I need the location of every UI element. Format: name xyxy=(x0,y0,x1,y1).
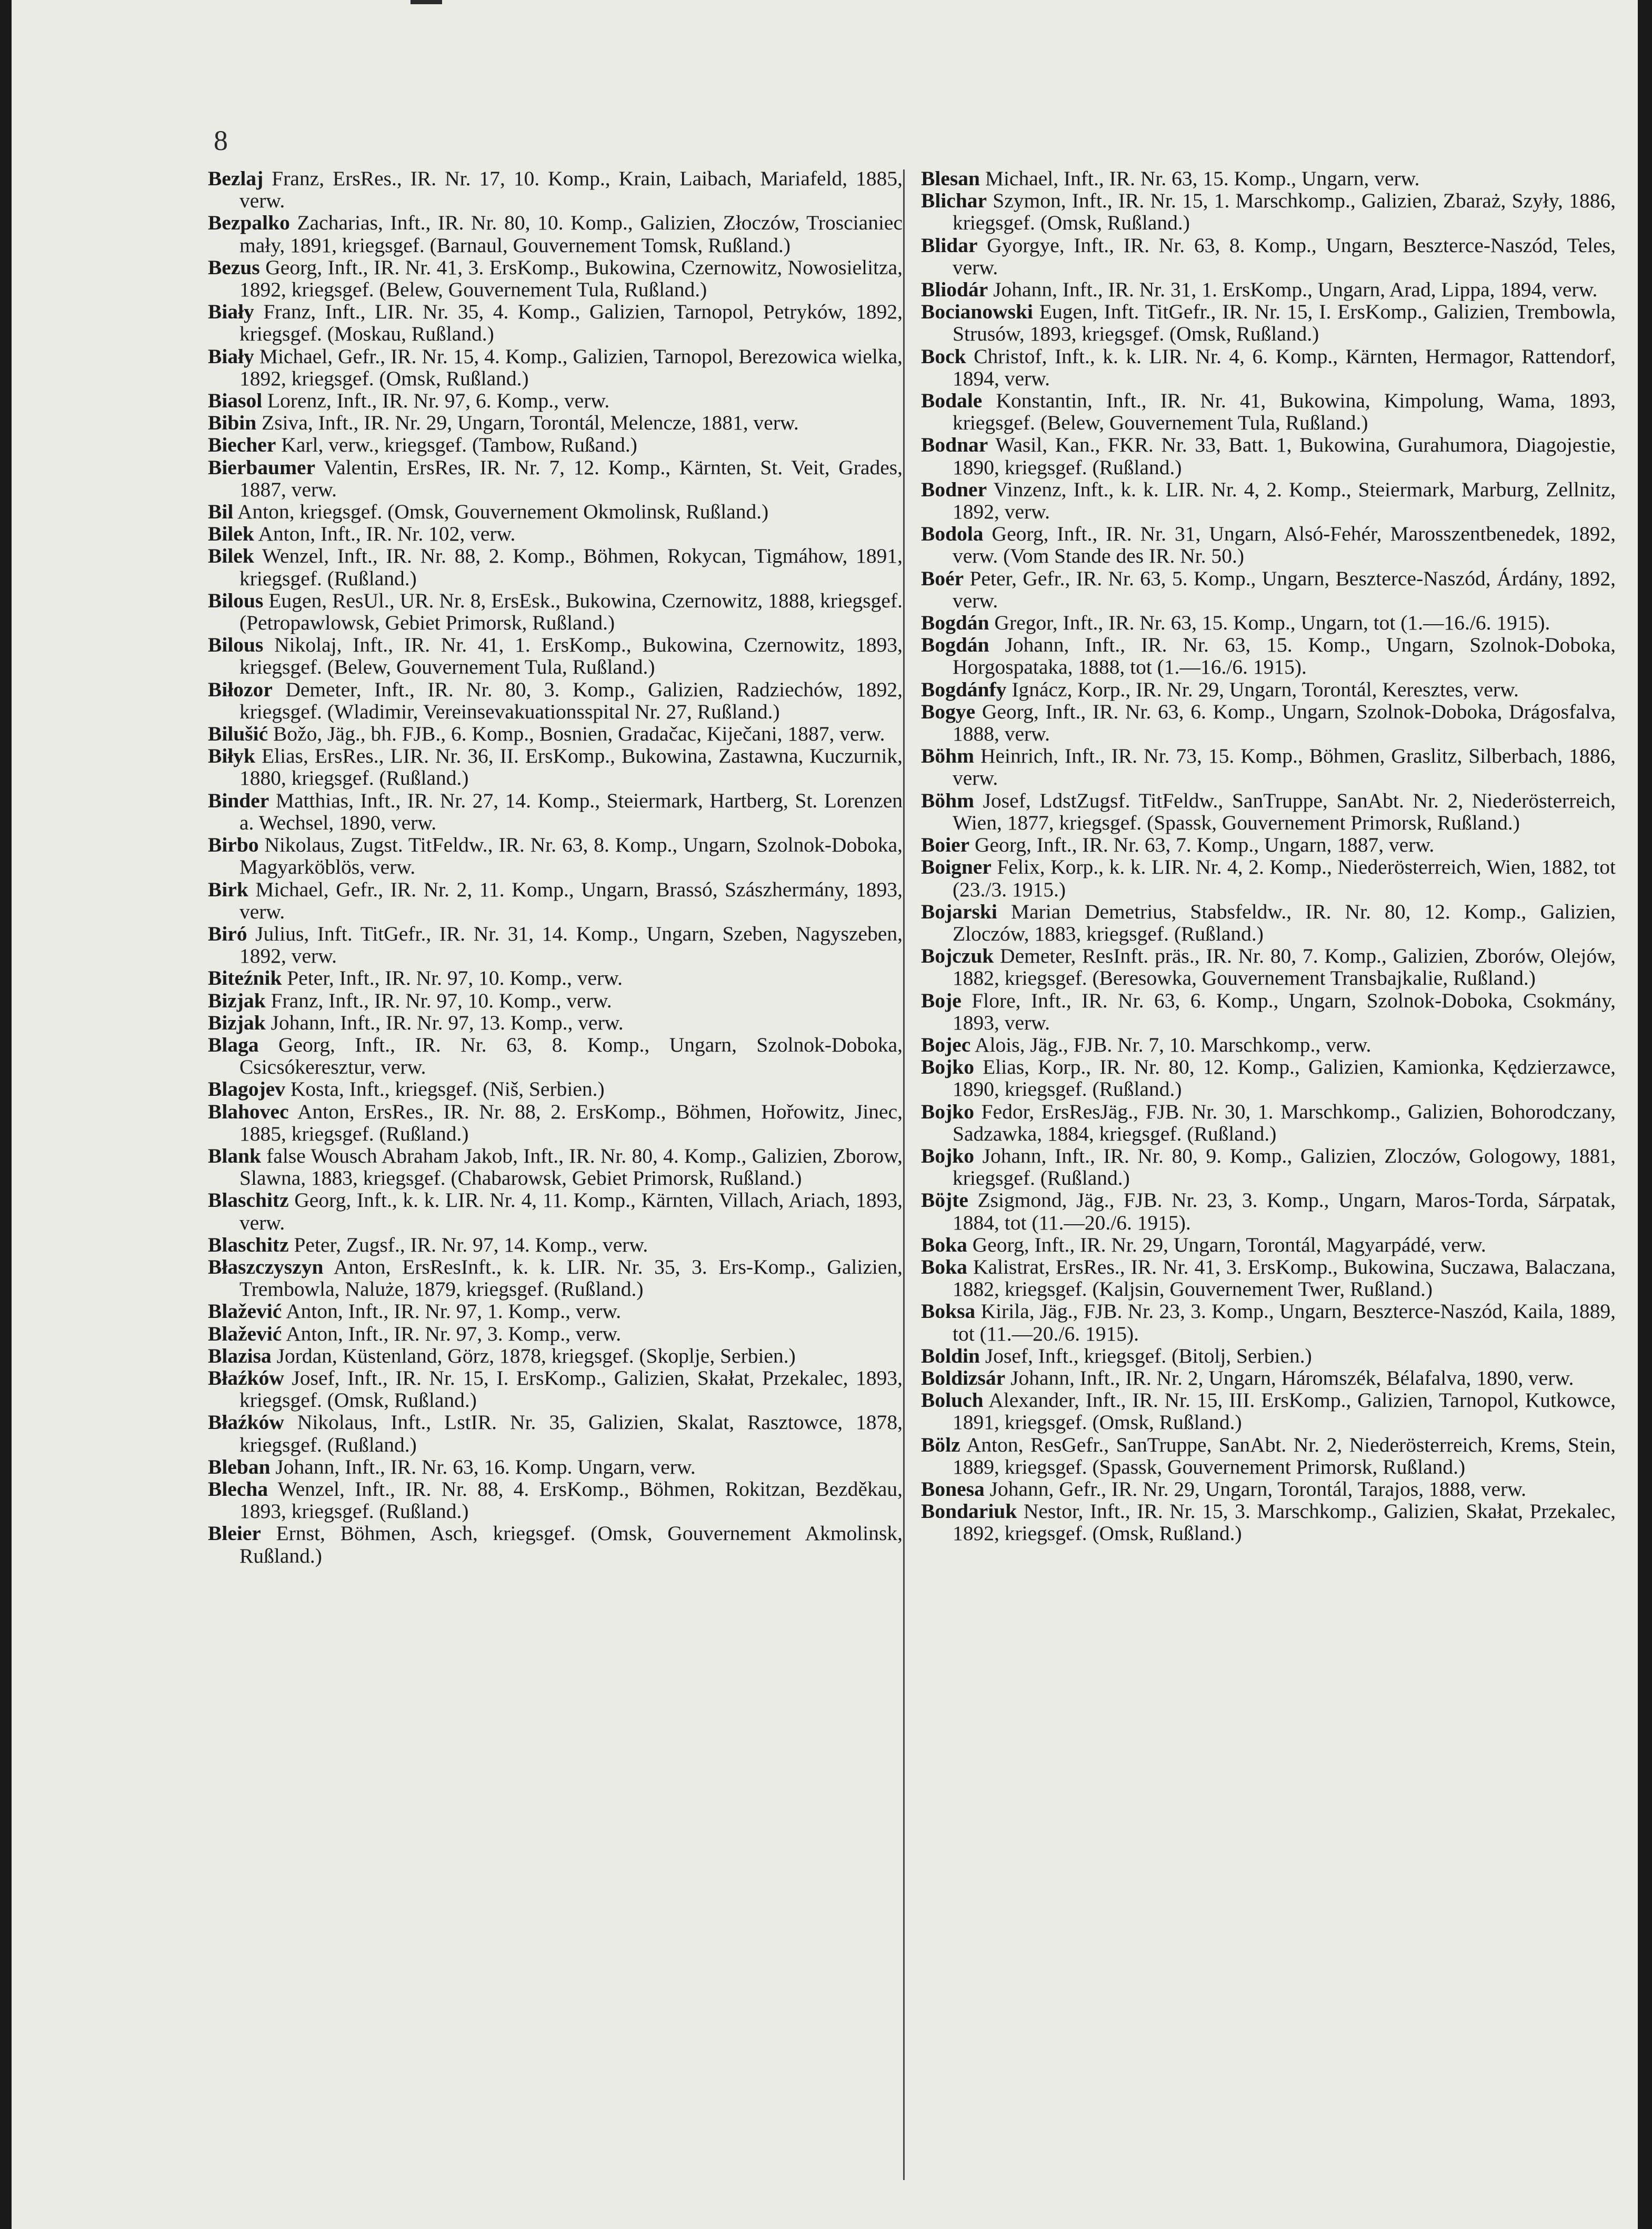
list-entry xyxy=(921,701,1616,745)
entry-surname: Bojec xyxy=(921,1033,971,1056)
entry-surname: Bojko xyxy=(921,1099,974,1123)
entry-surname: Bodnar xyxy=(921,433,988,457)
list-entry xyxy=(208,1323,903,1345)
list-entry xyxy=(921,745,1616,789)
entry-details: Nikolaj, Inft., IR. Nr. 41, 1. ErsKomp., Bukowina, Czernowitz, 1893, kriegsgef. (Belew, Gouvernement Tula, Rußland.) xyxy=(239,633,903,679)
entry-details: Demeter, ResInft. präs., IR. Nr. 80, 7. Komp., Galizien, Zborów, Olejów, 1882, kriegsgef. (Beresowka, Gouvernement Transbajkalie, Rußland.) xyxy=(953,944,1616,990)
list-entry xyxy=(208,345,903,389)
entry-surname: Błaszczyszyn xyxy=(208,1255,324,1278)
entry-surname: Bogdán xyxy=(921,633,989,657)
entry-surname: Bojczuk xyxy=(921,944,994,968)
entry-surname: Boldizsár xyxy=(921,1366,1006,1390)
entry-details: Szymon, Inft., IR. Nr. 15, 1. Marschkomp., Galizien, Zbaraż, Szyły, 1886, kriegsgef. (Omsk, Rußland.) xyxy=(953,189,1616,235)
list-entry xyxy=(208,1012,903,1034)
entry-surname: Bliodár xyxy=(921,278,988,302)
entry-surname: Bölz xyxy=(921,1433,960,1456)
entry-details: Christof, Inft., k. k. LIR. Nr. 4, 6. Komp., Kärnten, Hermagor, Rattendorf, 1894, verw. xyxy=(953,344,1616,390)
entry-details: Wasil, Kan., FKR. Nr. 33, Batt. 1, Bukowina, Gurahumora, Diagojestie, 1890, kriegsgef. (Rußland.) xyxy=(953,433,1616,479)
entry-surname: Błaźków xyxy=(208,1411,284,1434)
list-entry xyxy=(208,434,903,456)
entry-surname: Boigner xyxy=(921,855,992,879)
entry-details: Jordan, Küstenland, Görz, 1878, kriegsgef. (Skoplje, Serbien.) xyxy=(271,1344,796,1367)
entry-details: Julius, Inft. TitGefr., IR. Nr. 31, 14. Komp., Ungarn, Szeben, Nagyszeben, 1892, verw. xyxy=(239,922,903,968)
list-entry xyxy=(921,1234,1616,1256)
list-entry xyxy=(921,612,1616,634)
entry-surname: Bonesa xyxy=(921,1477,985,1501)
entry-surname: Böhm xyxy=(921,744,974,768)
entry-surname: Biteźnik xyxy=(208,966,282,990)
list-entry xyxy=(921,1189,1616,1233)
entry-surname: Bilušić xyxy=(208,722,268,746)
list-entry xyxy=(208,589,903,634)
entry-details: Fedor, ErsResJäg., FJB. Nr. 30, 1. Marschkomp., Galizien, Bohorodczany, Sadzawka, 1884, kriegsgef. (Rußland.) xyxy=(953,1099,1616,1145)
list-entry xyxy=(921,523,1616,567)
entry-surname: Boier xyxy=(921,833,970,857)
entry-surname: Bizjak xyxy=(208,988,266,1012)
list-entry xyxy=(921,434,1616,478)
entry-details: Marian Demetrius, Stabsfeldw., IR. Nr. 80, 12. Komp., Galizien, Zloczów, 1883, kriegsgef. (Rußland.) xyxy=(953,899,1616,945)
list-entry xyxy=(208,1234,903,1256)
list-entry xyxy=(208,834,903,878)
entry-surname: Boksa xyxy=(921,1300,976,1323)
entry-details: Anton, Inft., IR. Nr. 97, 1. Komp., verw. xyxy=(282,1300,622,1323)
list-entry xyxy=(921,1434,1616,1478)
entry-surname: Bojarski xyxy=(921,899,997,923)
entry-details: Zsigmond, Jäg., FJB. Nr. 23, 3. Komp., Ungarn, Maros-Torda, Sárpatak, 1884, tot (11.—20./6. 1915). xyxy=(953,1188,1616,1234)
entry-details: Alois, Jäg., FJB. Nr. 7, 10. Marschkomp., verw. xyxy=(970,1033,1371,1056)
list-entry xyxy=(208,523,903,545)
entry-details: Elias, ErsRes., LIR. Nr. 36, II. ErsKomp., Bukowina, Zastawna, Kuczurnik, 1880, kriegsgef. (Rußland.) xyxy=(239,744,903,790)
entry-surname: Boka xyxy=(921,1233,967,1256)
entry-surname: Bock xyxy=(921,344,966,368)
entry-details: Franz, ErsRes., IR. Nr. 17, 10. Komp., Krain, Laibach, Mariafeld, 1885, verw. xyxy=(239,167,903,213)
list-entry xyxy=(208,1411,903,1455)
entry-surname: Böjte xyxy=(921,1188,968,1212)
entry-surname: Bojko xyxy=(921,1055,974,1079)
entry-surname: Biecher xyxy=(208,433,276,457)
list-entry xyxy=(921,989,1616,1034)
entry-details: Gyorgye, Inft., IR. Nr. 63, 8. Komp., Ungarn, Beszterce-Naszód, Teles, verw. xyxy=(953,233,1616,279)
list-entry xyxy=(208,212,903,256)
entry-surname: Biłyk xyxy=(208,744,256,768)
entry-surname: Boldin xyxy=(921,1344,980,1367)
binding-mark xyxy=(411,0,442,4)
entry-surname: Bilek xyxy=(208,522,254,546)
entry-surname: Bocianowski xyxy=(921,300,1033,324)
entry-surname: Bleban xyxy=(208,1455,271,1478)
entry-details: Božo, Jäg., bh. FJB., 6. Komp., Bosnien, Gradačac, Kiječani, 1887, verw. xyxy=(268,722,885,746)
list-entry xyxy=(921,345,1616,389)
list-entry xyxy=(208,1256,903,1300)
entry-surname: Birk xyxy=(208,877,248,901)
list-entry xyxy=(921,856,1616,900)
entry-details: Lorenz, Inft., IR. Nr. 97, 6. Komp., verw. xyxy=(262,389,610,413)
list-entry xyxy=(208,878,903,923)
entry-details: Anton, ErsResInft., k. k. LIR. Nr. 35, 3. Ers-Komp., Galizien, Trembowla, Naluże, 1879, kriegsgef. (Rußland.) xyxy=(239,1255,903,1301)
entry-surname: Biały xyxy=(208,300,254,324)
list-entry xyxy=(921,634,1616,678)
entry-details: Anton, Inft., IR. Nr. 102, verw. xyxy=(254,522,516,546)
entry-details: Josef, LdstZugsf. TitFeldw., SanTruppe, SanAbt. Nr. 2, Niederösterreich, Wien, 1877, kriegsgef. (Spassk, Gouvernement Primorsk, Rußland.) xyxy=(953,788,1616,834)
entry-details: Karl, verw., kriegsgef. (Tambow, Rußand.) xyxy=(276,433,637,457)
entry-details: Johann, Inft., IR. Nr. 31, 1. ErsKomp., Ungarn, Arad, Lippa, 1894, verw. xyxy=(988,278,1598,302)
list-entry xyxy=(208,745,903,789)
entry-surname: Bilous xyxy=(208,633,264,657)
entry-details: Josef, Inft., kriegsgef. (Bitolj, Serbien.) xyxy=(979,1344,1312,1367)
list-entry xyxy=(208,789,903,834)
list-entry xyxy=(208,412,903,434)
entry-details: Nikolaus, Inft., LstIR. Nr. 35, Galizien, Skalat, Rasztowce, 1878, kriegsgef. (Rußland.) xyxy=(239,1411,903,1456)
entry-surname: Boje xyxy=(921,988,962,1012)
entry-surname: Bierbaumer xyxy=(208,455,316,479)
entry-details: Wenzel, Inft., IR. Nr. 88, 4. ErsKomp., Böhmen, Rokitzan, Bezděkau, 1893, kriegsgef. (Rußland.) xyxy=(239,1477,903,1523)
entry-details: Michael, Gefr., IR. Nr. 15, 4. Komp., Galizien, Tarnopol, Berezowica wielka, 1892, kriegsgef. (Omsk, Rußland.) xyxy=(239,344,903,390)
list-entry xyxy=(208,1345,903,1367)
entry-details: Anton, Inft., IR. Nr. 97, 3. Komp., verw. xyxy=(282,1322,622,1345)
list-entry xyxy=(208,1300,903,1322)
entry-surname: Biasol xyxy=(208,389,263,413)
entry-surname: Bogdánfy xyxy=(921,677,1007,701)
entry-surname: Bodola xyxy=(921,522,984,546)
entry-surname: Blaga xyxy=(208,1033,259,1056)
entry-details: Nikolaus, Zugst. TitFeldw., IR. Nr. 63, 8. Komp., Ungarn, Szolnok-Doboka, Magyarköblös, verw. xyxy=(239,833,903,879)
list-entry xyxy=(208,1101,903,1145)
entry-surname: Bondariuk xyxy=(921,1500,1017,1523)
entry-surname: Bojko xyxy=(921,1144,974,1167)
list-entry xyxy=(208,1078,903,1100)
entry-surname: Bil xyxy=(208,500,234,524)
entry-surname: Blazisa xyxy=(208,1344,272,1367)
list-entry xyxy=(921,389,1616,434)
entry-details: Konstantin, Inft., IR. Nr. 41, Bukowina, Kimpolung, Wama, 1893, kriegsgef. (Belew, Gouvernement Tula, Rußland.) xyxy=(953,389,1616,435)
entry-surname: Bilek xyxy=(208,544,254,568)
list-entry xyxy=(921,1300,1616,1344)
list-entry xyxy=(208,723,903,745)
entry-surname: Biały xyxy=(208,344,254,368)
list-entry xyxy=(921,1389,1616,1433)
entry-details: Zacharias, Inft., IR. Nr. 80, 10. Komp., Galizien, Złoczów, Troscianiec mały, 1891, kriegsgef. (Barnaul, Gouvernement Tomsk, Rußland.) xyxy=(239,211,903,257)
list-entry xyxy=(208,923,903,967)
entry-details: Georg, Inft., IR. Nr. 31, Ungarn, Alsó-Fehér, Marosszentbenedek, 1892, verw. (Vom Stande des IR. Nr. 50.) xyxy=(953,522,1616,568)
entry-details: Johann, Inft., IR. Nr. 63, 15. Komp., Ungarn, Szolnok-Doboka, Horgospataka, 1888, tot (1.—16./6. 1915). xyxy=(953,633,1616,679)
list-entry xyxy=(208,678,903,723)
entry-surname: Binder xyxy=(208,788,269,812)
entry-surname: Biró xyxy=(208,922,247,945)
entry-details: Ignácz, Korp., IR. Nr. 29, Ungarn, Torontál, Keresztes, verw. xyxy=(1006,677,1519,701)
entry-surname: Bogdán xyxy=(921,611,989,635)
list-entry xyxy=(921,945,1616,989)
right-column xyxy=(921,167,1616,1545)
page-number: 8 xyxy=(214,125,228,156)
entry-details: Johann, Gefr., IR. Nr. 29, Ungarn, Torontál, Tarajos, 1888, verw. xyxy=(984,1477,1527,1501)
entry-surname: Bezlaj xyxy=(208,167,264,190)
list-entry xyxy=(208,1189,903,1233)
entry-details: Zsiva, Inft., IR. Nr. 29, Ungarn, Torontál, Melencze, 1881, verw. xyxy=(256,411,799,435)
entry-surname: Blaschitz xyxy=(208,1188,289,1212)
entry-details: Eugen, ResUl., UR. Nr. 8, ErsEsk., Bukowina, Czernowitz, 1888, kriegsgef. (Petropawlowsk, Gebiet Primorsk, Rußland.) xyxy=(239,588,903,635)
list-entry xyxy=(208,1145,903,1189)
list-entry xyxy=(921,234,1616,278)
left-column xyxy=(208,167,903,1567)
entry-surname: Böhm xyxy=(921,788,974,812)
entry-details: Anton, ErsRes., IR. Nr. 88, 2. ErsKomp., Böhmen, Hořowitz, Jinec, 1885, kriegsgef. (Rußland.) xyxy=(239,1099,903,1145)
list-entry xyxy=(921,478,1616,523)
entry-surname: Blažević xyxy=(208,1300,282,1323)
list-entry xyxy=(921,834,1616,856)
list-entry xyxy=(208,634,903,678)
entry-details: false Wousch Abraham Jakob, Inft., IR. Nr. 80, 4. Komp., Galizien, Zborow, Slawna, 1883, kriegsgef. (Chabarowsk, Gebiet Primorsk, Rußland.) xyxy=(239,1144,903,1190)
list-entry xyxy=(208,1478,903,1522)
entry-details: Ernst, Böhmen, Asch, kriegsgef. (Omsk, Gouvernement Akmolinsk, Rußland.) xyxy=(239,1522,903,1567)
entry-details: Franz, Inft., LIR. Nr. 35, 4. Komp., Galizien, Tarnopol, Petryków, 1892, kriegsgef. (Moskau, Rußland.) xyxy=(239,300,903,346)
entry-details: Flore, Inft., IR. Nr. 63, 6. Komp., Ungarn, Szolnok-Doboka, Csokmány, 1893, verw. xyxy=(953,988,1616,1034)
entry-surname: Bodner xyxy=(921,477,987,501)
list-entry xyxy=(921,901,1616,945)
entry-details: Josef, Inft., IR. Nr. 15, I. ErsKomp., Galizien, Skałat, Przekalec, 1893, kriegsgef. (Omsk, Rußland.) xyxy=(239,1366,903,1412)
list-entry xyxy=(921,167,1616,189)
entry-details: Peter, Zugsf., IR. Nr. 97, 14. Komp., verw. xyxy=(288,1233,648,1256)
list-entry xyxy=(921,567,1616,612)
list-entry xyxy=(921,1345,1616,1367)
list-entry xyxy=(921,1478,1616,1500)
entry-surname: Bibin xyxy=(208,411,257,435)
entry-details: Alexander, Inft., IR. Nr. 15, III. ErsKomp., Galizien, Tarnopol, Kutkowce, 1891, kriegsgef. (Omsk, Rußland.) xyxy=(953,1388,1616,1434)
entry-details: Eugen, Inft. TitGefr., IR. Nr. 15, I. ErsKomp., Galizien, Trembowla, Strusów, 1893, kriegsgef. (Omsk, Rußland.) xyxy=(953,300,1616,346)
entry-details: Georg, Inft., IR. Nr. 63, 6. Komp., Ungarn, Szolnok-Doboka, Drágosfalva, 1888, verw. xyxy=(953,699,1616,746)
entry-surname: Blaschitz xyxy=(208,1233,289,1256)
entry-surname: Blahovec xyxy=(208,1099,289,1123)
entry-details: Vinzenz, Inft., k. k. LIR. Nr. 4, 2. Komp., Steiermark, Marburg, Zellnitz, 1892, verw. xyxy=(953,477,1616,524)
entry-surname: Błaźków xyxy=(208,1366,284,1390)
list-entry xyxy=(921,1101,1616,1145)
entry-details: Peter, Gefr., IR. Nr. 63, 5. Komp., Ungarn, Beszterce-Naszód, Árdány, 1892, verw. xyxy=(953,566,1616,612)
entry-surname: Biłozor xyxy=(208,677,273,701)
entry-details: Anton, ResGefr., SanTruppe, SanAbt. Nr. 2, Niederösterreich, Krems, Stein, 1889, kriegsgef. (Spassk, Gouvernement Primorsk, Rußland.) xyxy=(953,1433,1616,1478)
list-entry xyxy=(208,389,903,412)
entry-details: Heinrich, Inft., IR. Nr. 73, 15. Komp., Böhmen, Graslitz, Silberbach, 1886, verw. xyxy=(953,744,1616,790)
entry-surname: Bizjak xyxy=(208,1011,266,1034)
entry-details: Michael, Inft., IR. Nr. 63, 15. Komp., Ungarn, verw. xyxy=(979,167,1420,190)
entry-details: Valentin, ErsRes, IR. Nr. 7, 12. Komp., Kärnten, St. Veit, Grades, 1887, verw. xyxy=(239,455,903,501)
entry-details: Kosta, Inft., kriegsgef. (Niš, Serbien.) xyxy=(285,1077,605,1101)
entry-surname: Blichar xyxy=(921,189,987,213)
list-entry xyxy=(921,1367,1616,1389)
column-divider xyxy=(903,169,905,2180)
entry-details: Kalistrat, ErsRes., IR. Nr. 41, 3. ErsKomp., Bukowina, Suczawa, Balaczana, 1882, kriegsgef. (Kaljsin, Gouvernement Twer, Rußland.) xyxy=(953,1255,1616,1301)
entry-details: Georg, Inft., k. k. LIR. Nr. 4, 11. Komp., Kärnten, Villach, Ariach, 1893, verw. xyxy=(239,1188,903,1234)
entry-details: Georg, Inft., IR. Nr. 63, 8. Komp., Ungarn, Szolnok-Doboka, Csicsókeresztur, verw. xyxy=(239,1033,903,1079)
entry-details: Johann, Inft., IR. Nr. 63, 16. Komp. Ungarn, verw. xyxy=(270,1455,696,1478)
entry-details: Matthias, Inft., IR. Nr. 27, 14. Komp., Steiermark, Hartberg, St. Lorenzen a. Wechsel, 1890, verw. xyxy=(239,788,903,834)
entry-surname: Blesan xyxy=(921,167,980,190)
entry-surname: Boluch xyxy=(921,1388,984,1412)
list-entry xyxy=(208,256,903,301)
entry-surname: Boka xyxy=(921,1255,967,1278)
entry-surname: Bezpalko xyxy=(208,211,290,235)
list-entry xyxy=(208,167,903,212)
list-entry xyxy=(208,989,903,1012)
entry-surname: Blažević xyxy=(208,1322,282,1345)
list-entry xyxy=(208,301,903,345)
list-entry xyxy=(208,967,903,989)
list-entry xyxy=(208,545,903,589)
entry-surname: Birbo xyxy=(208,833,259,857)
list-entry xyxy=(921,1034,1616,1056)
list-entry xyxy=(921,678,1616,701)
entry-details: Johann, Inft., IR. Nr. 80, 9. Komp., Galizien, Zloczów, Gologowy, 1881, kriegsgef. (Rußland.) xyxy=(953,1144,1616,1190)
list-entry xyxy=(208,501,903,523)
list-entry xyxy=(208,1034,903,1078)
entry-details: Georg, Inft., IR. Nr. 41, 3. ErsKomp., Bukowina, Czernowitz, Nowosielitza, 1892, kriegsgef. (Belew, Gouvernement Tula, Rußland.) xyxy=(239,255,903,302)
list-entry xyxy=(208,1367,903,1411)
list-entry xyxy=(921,189,1616,234)
entry-surname: Bodale xyxy=(921,389,983,413)
entry-details: Johann, Inft., IR. Nr. 2, Ungarn, Háromszék, Bélafalva, 1890, verw. xyxy=(1005,1366,1574,1390)
entry-details: Michael, Gefr., IR. Nr. 2, 11. Komp., Ungarn, Brassó, Szászhermány, 1893, verw. xyxy=(239,877,903,923)
entry-surname: Bogye xyxy=(921,699,976,723)
entry-details: Wenzel, Inft., IR. Nr. 88, 2. Komp., Böhmen, Rokycan, Tigmáhow, 1891, kriegsgef. (Rußland.) xyxy=(239,544,903,590)
list-entry xyxy=(208,1522,903,1566)
entry-surname: Blidar xyxy=(921,233,978,257)
entry-surname: Bilous xyxy=(208,588,264,612)
list-entry xyxy=(921,1056,1616,1100)
entry-details: Johann, Inft., IR. Nr. 97, 13. Komp., verw. xyxy=(265,1011,624,1034)
list-entry xyxy=(921,1256,1616,1300)
entry-surname: Blank xyxy=(208,1144,262,1167)
entry-details: Anton, kriegsgef. (Omsk, Gouvernement Okmolinsk, Rußland.) xyxy=(233,500,769,524)
entry-details: Peter, Inft., IR. Nr. 97, 10. Komp., verw. xyxy=(282,966,623,990)
document-page xyxy=(12,0,1638,2229)
entry-surname: Blagojev xyxy=(208,1077,286,1101)
entry-surname: Bleier xyxy=(208,1522,261,1545)
entry-details: Demeter, Inft., IR. Nr. 80, 3. Komp., Galizien, Radziechów, 1892, kriegsgef. (Wladimir, Vereinsevakuationsspital Nr. 27, Rußland.) xyxy=(239,677,903,723)
entry-details: Gregor, Inft., IR. Nr. 63, 15. Komp., Ungarn, tot (1.—16./6. 1915). xyxy=(989,611,1550,635)
entry-details: Franz, Inft., IR. Nr. 97, 10. Komp., verw. xyxy=(265,988,612,1012)
entry-surname: Blecha xyxy=(208,1477,268,1501)
entry-surname: Boér xyxy=(921,566,964,590)
list-entry xyxy=(208,456,903,501)
entry-surname: Bezus xyxy=(208,255,260,279)
list-entry xyxy=(921,1500,1616,1544)
entry-details: Georg, Inft., IR. Nr. 29, Ungarn, Torontál, Magyarpádé, verw. xyxy=(967,1233,1486,1256)
entry-details: Georg, Inft., IR. Nr. 63, 7. Komp., Ungarn, 1887, verw. xyxy=(969,833,1435,857)
list-entry xyxy=(921,301,1616,345)
list-entry xyxy=(208,1456,903,1478)
entry-details: Elias, Korp., IR. Nr. 80, 12. Komp., Galizien, Kamionka, Kędzierzawce, 1890, kriegsgef. (Rußland.) xyxy=(953,1055,1616,1101)
entry-details: Nestor, Inft., IR. Nr. 15, 3. Marschkomp., Galizien, Skałat, Przekalec, 1892, kriegsgef. (Omsk, Rußland.) xyxy=(953,1500,1616,1545)
entry-details: Kirila, Jäg., FJB. Nr. 23, 3. Komp., Ungarn, Beszterce-Naszód, Kaila, 1889, tot (11.—20./6. 1915). xyxy=(953,1300,1616,1345)
list-entry xyxy=(921,278,1616,301)
entry-details: Felix, Korp., k. k. LIR. Nr. 4, 2. Komp., Niederösterreich, Wien, 1882, tot (23./3. 1915.) xyxy=(953,855,1616,901)
list-entry xyxy=(921,789,1616,834)
list-entry xyxy=(921,1145,1616,1189)
